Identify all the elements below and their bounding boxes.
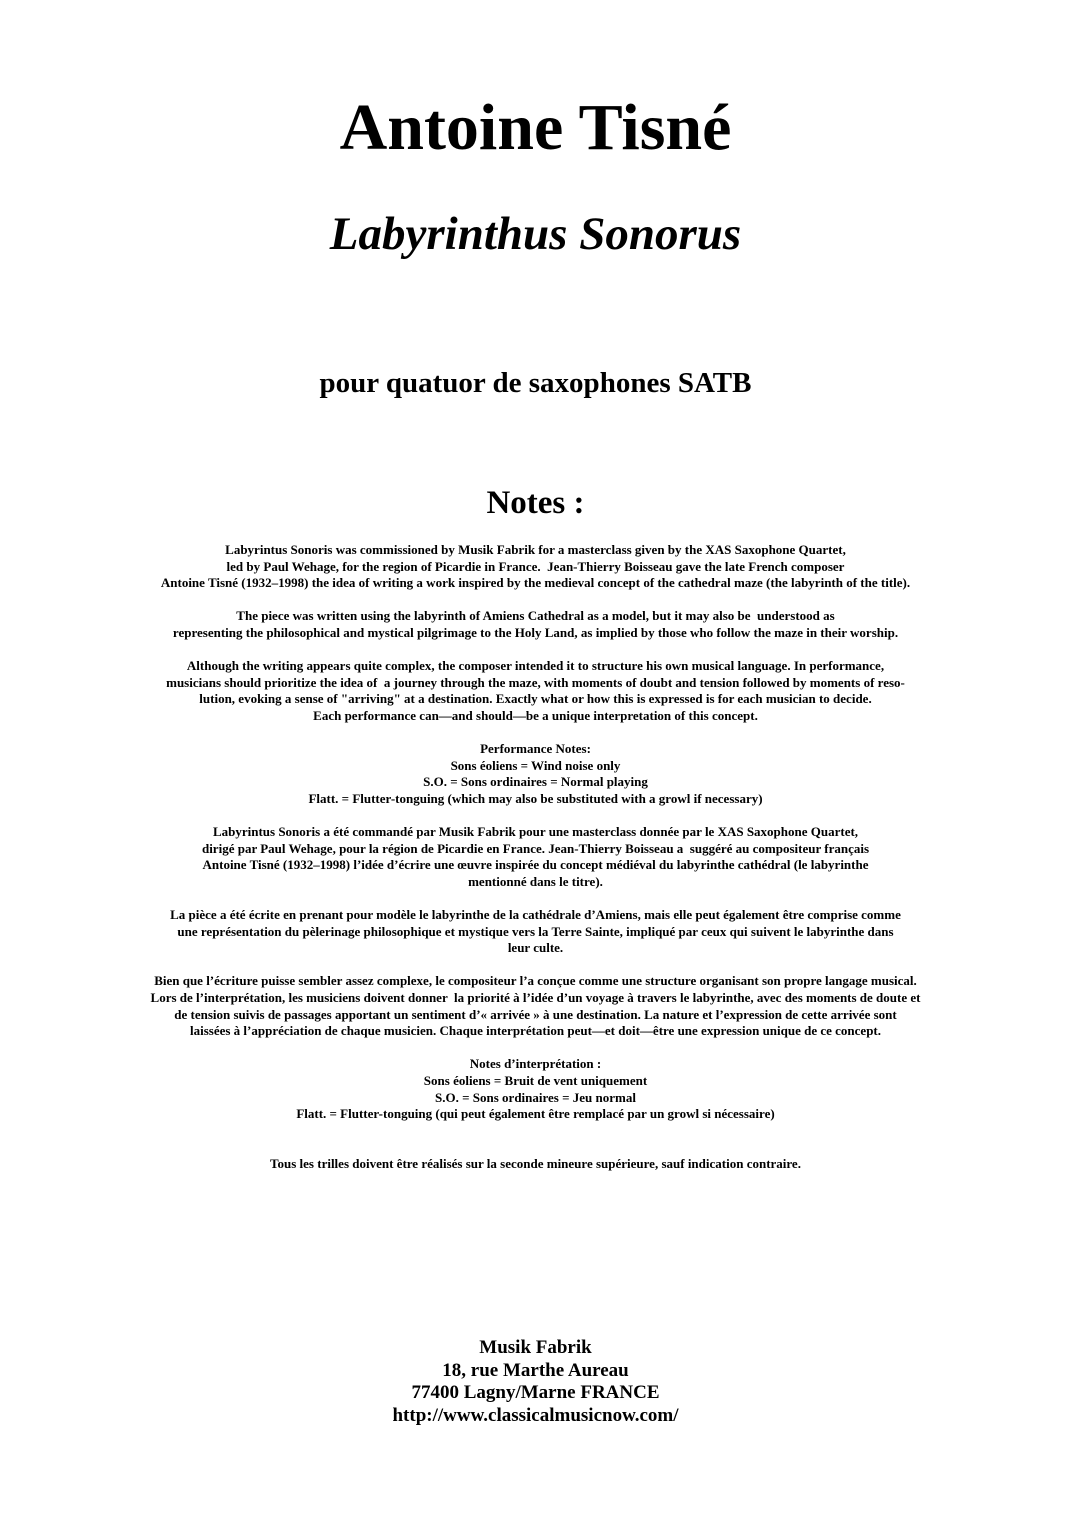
text-line: Flatt. = Flutter-tonguing (qui peut également être remplacé par un growl si nécessaire)	[296, 1106, 775, 1122]
performance-notes-title: Performance Notes:	[480, 741, 591, 757]
text-line: leur culte.	[507, 940, 564, 956]
publisher-street: 18, rue Marthe Aureau	[442, 1359, 629, 1381]
notes-paragraph-fr-model	[0, 907, 1071, 957]
notes-heading: Notes :	[486, 485, 585, 521]
text-line: Tous les trilles doivent être réalisés sur la seconde mineure supérieure, sauf indication contraire.	[270, 1155, 801, 1171]
text-line: musicians should prioritize the idea of a journey through the maze, with moments of doubt and tension followed by moments of reso-	[166, 674, 905, 690]
publisher-address	[0, 1337, 1071, 1427]
instrumentation: pour quatuor de saxophones SATB	[319, 367, 752, 399]
text-line: Lors de l’interprétation, les musiciens doivent donner la priorité à l’idée d’un voyage à travers le labyrinthe, avec des moments de doute et	[150, 990, 921, 1006]
performance-notes-en	[0, 741, 1071, 807]
text-line: lution, evoking a sense of "arriving" at a destination. Exactly what or how this is expressed is for each musician to decide.	[199, 691, 872, 707]
text-line: La pièce a été écrite en prenant pour modèle le labyrinthe de la cathédrale d’Amiens, mais elle peut également être comprise comme	[170, 907, 901, 923]
text-line: laissées à l’appréciation de chaque musicien. Chaque interprétation peut—et doit—être une expression unique de ce concept.	[189, 1023, 882, 1039]
notes-body	[0, 542, 1071, 1189]
notes-paragraph-fr-commission	[0, 824, 1071, 890]
trill-note	[0, 1156, 1071, 1173]
text-line: S.O. = Sons ordinaires = Jeu normal	[435, 1089, 636, 1105]
text-line: representing the philosophical and mystical pilgrimage to the Holy Land, as implied by those who follow the maze in their worship.	[172, 624, 899, 640]
text-line: S.O. = Sons ordinaires = Normal playing	[423, 774, 648, 790]
publisher-city: 77400 Lagny/Marne FRANCE	[411, 1382, 660, 1403]
notes-paragraph-fr-writing	[0, 973, 1071, 1039]
publisher-name: Musik Fabrik	[479, 1337, 592, 1358]
text-line: Labyrintus Sonoris was commissioned by Musik Fabrik for a masterclass given by the XAS Saxophone Quartet,	[225, 542, 846, 557]
text-line: une représentation du pèlerinage philosophique et mystique vers la Terre Sainte, impliqué par ceux qui suivent le labyrinthe dans	[177, 923, 894, 939]
text-line: Flatt. = Flutter-tonguing (which may also be substituted with a growl if necessary)	[308, 790, 763, 806]
performance-notes-title: Notes d’interprétation :	[469, 1056, 602, 1072]
text-line: Antoine Tisné (1932–1998) l’idée d’écrire une œuvre inspirée du concept médiéval du labyrinthe cathédral (le labyrinthe	[202, 857, 869, 873]
text-line: mentionné dans le titre).	[468, 873, 603, 889]
text-line: dirigé par Paul Wehage, pour la région de Picardie en France. Jean-Thierry Boisseau a suggéré au compositeur français	[201, 840, 870, 856]
publisher-url: http://www.classicalmusicnow.com/	[392, 1404, 679, 1426]
text-line: Bien que l’écriture puisse sembler assez complexe, le compositeur l’a conçue comme une structure organisant son propre langage musical.	[154, 973, 917, 989]
text-line: de tension suivis de passages apportant un sentiment d’« arrivée » à une destination. La nature et l’expression de cette arrivée sont	[174, 1006, 897, 1022]
text-line: Sons éoliens = Wind noise only	[450, 757, 621, 773]
notes-paragraph-en-writing	[0, 658, 1071, 724]
notes-paragraph-en-model	[0, 608, 1071, 641]
text-line: led by Paul Wehage, for the region of Picardie in France. Jean-Thierry Boisseau gave the late French composer	[226, 558, 845, 574]
notes-paragraph-en-commission	[0, 542, 1071, 592]
text-line: Labyrintus Sonoris a été commandé par Musik Fabrik pour une masterclass donnée par le XAS Saxophone Quartet,	[212, 824, 859, 840]
text-line: Sons éoliens = Bruit de vent uniquement	[423, 1073, 648, 1088]
performance-notes-fr	[0, 1056, 1071, 1122]
text-line: Although the writing appears quite complex, the composer intended it to structure his own musical language. In performance,	[186, 658, 885, 674]
text-line: Antoine Tisné (1932–1998) the idea of writing a work inspired by the medieval concept of the cathedral maze (the labyrinth of the title).	[160, 575, 911, 591]
text-line: Each performance can—and should—be a unique interpretation of this concept.	[313, 707, 758, 723]
text-line: The piece was written using the labyrinth of Amiens Cathedral as a model, but it may also be understood as	[236, 608, 835, 624]
work-title: Labyrinthus Sonorus	[329, 208, 742, 260]
composer-name: Antoine Tisné	[339, 91, 732, 164]
